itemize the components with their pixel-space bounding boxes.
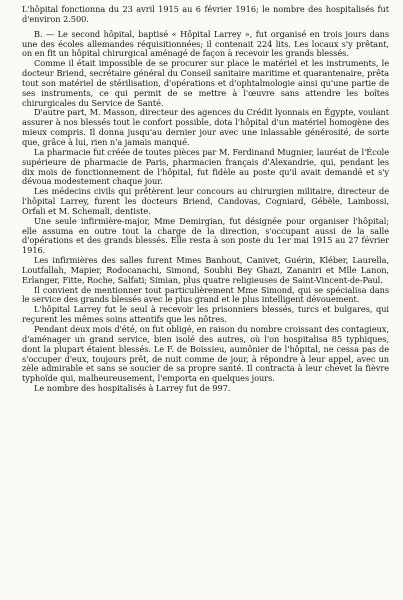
paragraph-larrey-founding: B. — Le second hôpital, baptisé « Hôpital Larrey », fut organisé en trois jours dans une des écoles allemandes réquisitionnées; il contenait 224 lits. Les locaux s'y prêtant, on en fit un hôpital chirurgical aménagé de façon à recevoir les grands blessés.	[22, 28, 389, 59]
paragraph-simond: Il convient de mentionner tout particulièrement Mme Simond, qui se spécialisa dans le service des grands blessés avec le plus grand et le plus intelligent dévouement.	[22, 284, 389, 305]
paragraph-total-hospitalized: Le nombre des hospitalisés à Larrey fut de 997.	[34, 383, 231, 394]
paragraph-head-nurse: Une seule infirmière-major, Mme Demirgian, fut désignée pour organiser l'hôpital; elle assuma en outre tout la charge de la direction, s'occupant aussi de la salle d'opérations et des grands blessés. Elle resta à son poste du 1er mai 1915 au 27 février 1916.	[22, 215, 389, 256]
paragraph-hospital-dates: L'hôpital fonctionna du 23 avril 1915 au 6 février 1916; le nombre des hospitalisés fut d'environ 2.500.	[22, 4, 389, 24]
paragraph-prisoners: L'hôpital Larrey fut le seul à recevoir les prisonniers blessés, turcs et bulgares, qui reçurent les mêmes soins attentifs que les nôtres.	[22, 304, 389, 325]
paragraph-ward-nurses: Les infirmières des salles furent Mmes Banhout, Canivet, Guérin, Kléber, Laurella, Loutfallah, Mapier, Rodocanachi, Simond, Soubhi Bey Ghazi, Zananiri et Mlle Lanon, Erlanger, Fitte, Roche, Salfati; Simian, plus quatre religieuses de Saint-Vincent-de-Paul.	[22, 255, 389, 285]
paragraph-pharmacy: La pharmacie fut créée de toutes pièces par M. Ferdinand Mugnier, lauréat de l'École supérieure de pharmacie de Paris, pharmacien français d'Alexandrie, qui, pendant les dix mois de fonctionnement de l'hôpital, fut fidèle au poste qu'il avait demandé et s'y dévoua modestement chaque jour.	[22, 146, 389, 187]
paragraph-equipment-briend: Comme il était impossible de se procurer sur place le matériel et les instruments, le docteur Briend, secrétaire général du Conseil sanitaire maritime et quarantenaire, prêta tout son matériel de stérilisation, d'opérations et d'ophtalmologie ainsi qu'une partie de ses instruments, ce qui permit de se mettre à l'œuvre sans attendre les boîtes chirurgicales du Service de Santé.	[22, 58, 389, 108]
paragraph-contagious-service: Pendant deux mois d'été, on fut obligé, en raison du nombre croissant des contagieux, d'aménager un grand service, bien isolé des autres, où l'on hospitalisa 85 typhiques, dont la plupart étaient blessés. Le F. de Boissieu, aumônier de l'hôpital, ne cessa pas de s'occuper d'eux, toujours prêt, de nuit comme de jour, à répondre à leur appel, avec un zèle admirable et sans se soucier de sa propre santé. Il contracta à leur chevet la fièvre typhoïde qui, malheureusement, l'emporta en quelques jours.	[22, 324, 389, 384]
paragraph-masson: D'autre part, M. Masson, directeur des agences du Crédit lyonnais en Égypte, voulant assurer à nos blessés tout le confort possible, dota l'hôpital d'un matériel homogène des mieux compris. Il donna jusqu'au dernier jour avec une inlassable générosité, de sorte que, grâce à lui, rien n'a jamais manqué.	[22, 107, 389, 147]
paragraph-civil-doctors: Les médecins civils qui prêtèrent leur concours au chirurgien militaire, directeur de l'hôpital Larrey, furent les docteurs Briend, Candovas, Cogniard, Gébèle, Lambossi, Orfali et M. Schemali, dentiste.	[22, 186, 389, 216]
